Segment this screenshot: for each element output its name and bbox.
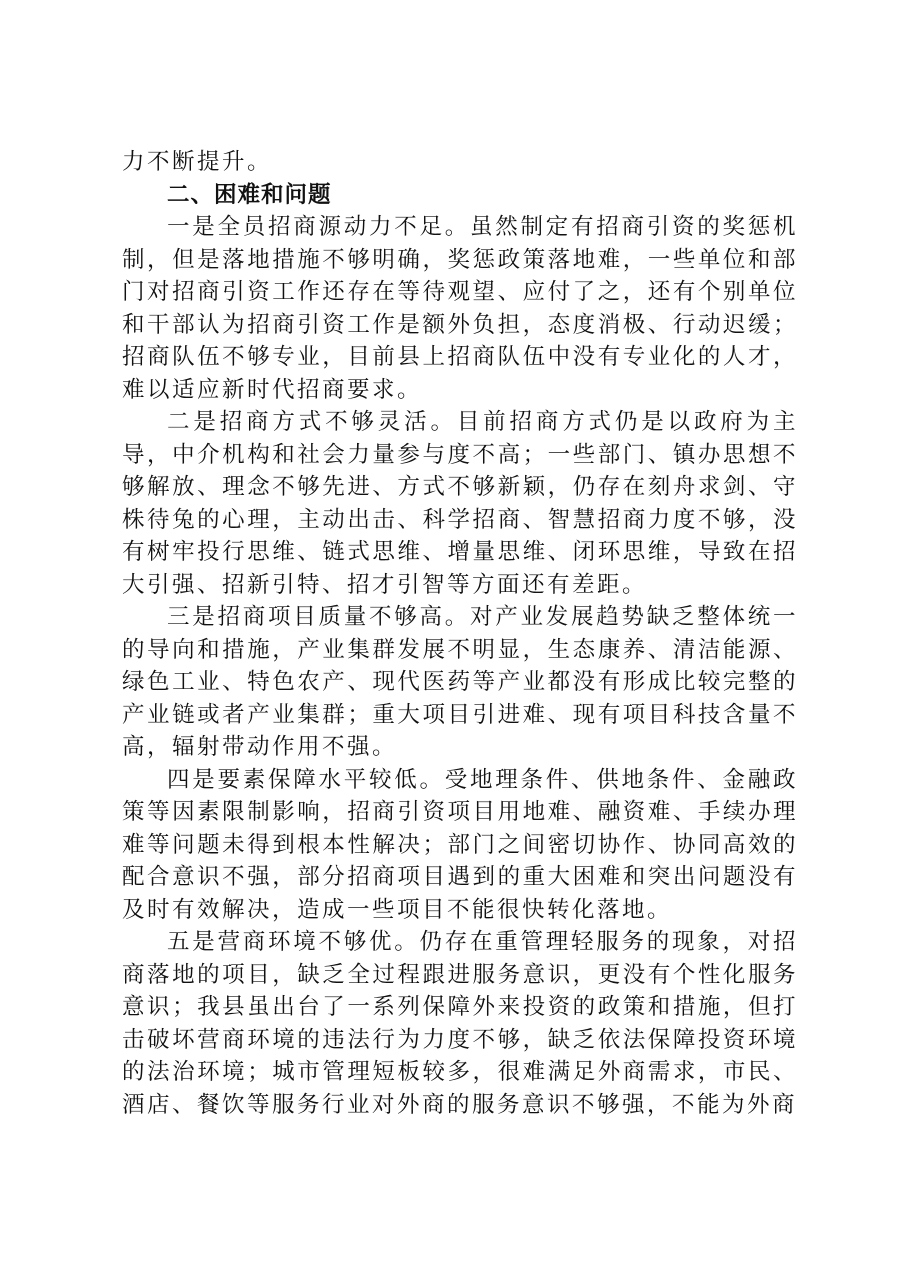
section-heading: 二、困难和问题 xyxy=(167,181,332,208)
continuation-text: 力不断提升。 xyxy=(122,149,273,175)
paragraph-2: 二是招商方式不够灵活。目前招商方式仍是以政府为主导，中介机构和社会力量参与度不高；一些部门、镇办思想不够解放、理念不够先进、方式不够新颖，仍存在刻舟求剑、守株待兔的心理，主动出击、科学招商、智慧招商力度不够，没有树牢投行思维、链式思维、增量思维、闭环思维，导致在招大引强、招新引特、招才引智等方面还有差距。 xyxy=(122,409,798,598)
paragraph-4: 四是要素保障水平较低。受地理条件、供地条件、金融政策等因素限制影响，招商引资项目用地难、融资难、手续办理难等问题未得到根本性解决；部门之间密切协作、协同高效的配合意识不强，部分招商项目遇到的重大困难和突出问题没有及时有效解决，造成一些项目不能很快转化落地。 xyxy=(122,766,798,923)
paragraph-5: 五是营商环境不够优。仍存在重管理轻服务的现象，对招商落地的项目，缺乏全过程跟进服务意识，更没有个性化服务意识；我县虽出台了一系列保障外来投资的政策和措施，但打击破坏营商环境的违法行为力度不够，缺乏依法保障投资环境的法治环境；城市管理短板较多，很难满足外商需求，市民、酒店、餐饮等服务行业对外商的服务意识不够强，不能为外商 xyxy=(122,929,798,1118)
paragraph-1: 一是全员招商源动力不足。虽然制定有招商引资的奖惩机制，但是落地措施不够明确，奖惩政策落地难，一些单位和部门对招商引资工作还存在等待观望、应付了之，还有个别单位和干部认为招商引资工作是额外负担，态度消极、行动迟缓；招商队伍不够专业，目前县上招商队伍中没有专业化的人才，难以适应新时代招商要求。 xyxy=(122,214,798,403)
document-page xyxy=(122,146,798,1121)
paragraph-3: 三是招商项目质量不够高。对产业发展趋势缺乏整体统一的导向和措施，产业集群发展不明显，生态康养、清洁能源、绿色工业、特色农产、现代医药等产业都没有形成比较完整的产业链或者产业集群；重大项目引进难、现有项目科技含量不高，辐射带动作用不强。 xyxy=(122,604,798,760)
